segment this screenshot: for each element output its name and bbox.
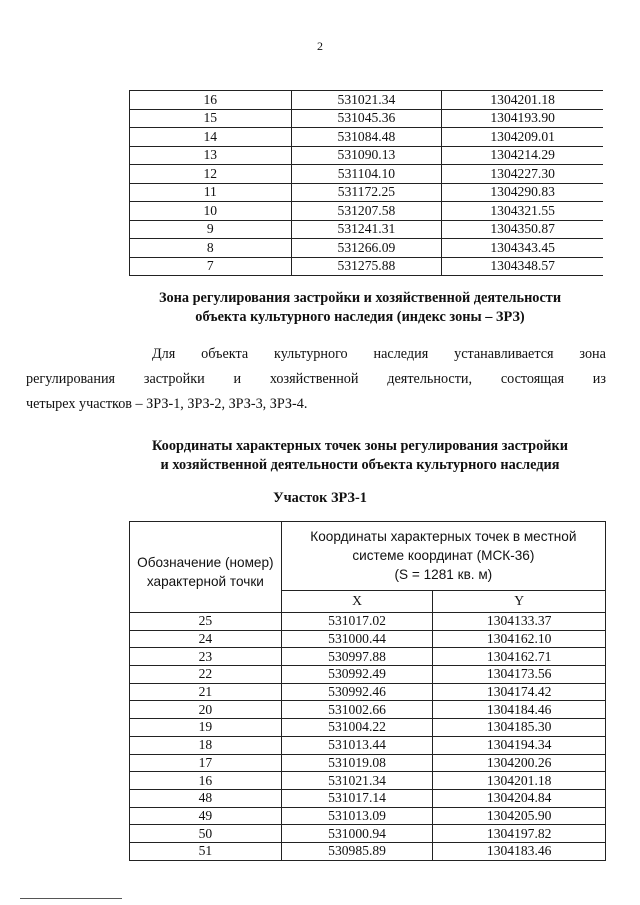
x-coordinate-cell: 531021.34	[291, 91, 442, 110]
y-coordinate-cell: 1304174.42	[433, 683, 606, 701]
paragraph-word: зона	[579, 346, 606, 362]
y-coordinate-cell: 1304321.55	[442, 202, 603, 221]
point-label-header	[130, 522, 282, 613]
point-number-cell: 22	[130, 666, 282, 684]
coordinates-header	[281, 522, 605, 591]
table-row	[130, 772, 606, 790]
header-line: характерной точки	[146, 574, 264, 589]
table-row	[130, 91, 604, 110]
x-coordinate-cell: 531017.14	[281, 789, 433, 807]
x-coordinate-cell: 531004.22	[281, 719, 433, 737]
y-coordinate-cell: 1304209.01	[442, 128, 603, 147]
point-number-cell: 24	[130, 630, 282, 648]
table-row	[130, 165, 604, 184]
paragraph-word: устанавливается	[454, 346, 554, 362]
table-row	[130, 719, 606, 737]
plot-heading: Участок ЗРЗ-1	[273, 490, 367, 506]
table-row	[130, 257, 604, 276]
table-row	[130, 109, 604, 128]
y-coordinate-cell: 1304193.90	[442, 109, 603, 128]
y-coordinate-cell: 1304183.46	[433, 842, 606, 860]
table-row	[130, 630, 606, 648]
paragraph-word: Для	[152, 346, 176, 362]
point-number-cell: 21	[130, 683, 282, 701]
zone-heading	[60, 289, 640, 327]
x-coordinate-cell: 531172.25	[291, 183, 442, 202]
point-number-cell: 14	[130, 128, 292, 147]
header-line: Координаты характерных точек в местной	[310, 529, 577, 545]
y-coordinate-cell: 1304205.90	[433, 807, 606, 825]
x-coordinate-cell: 531000.94	[281, 825, 433, 843]
point-number-cell: 48	[130, 789, 282, 807]
y-coordinate-cell: 1304204.84	[433, 789, 606, 807]
x-coordinate-cell: 531045.36	[291, 109, 442, 128]
table-row	[130, 807, 606, 825]
y-coordinate-cell: 1304162.71	[433, 648, 606, 666]
x-coordinate-cell: 530992.49	[281, 666, 433, 684]
point-number-cell: 9	[130, 220, 292, 239]
y-coordinate-cell: 1304162.10	[433, 630, 606, 648]
point-number-cell: 12	[130, 165, 292, 184]
table-row	[130, 825, 606, 843]
coordinates-heading-line: Координаты характерных точек зоны регулирования застройки	[152, 438, 568, 454]
point-number-cell: 17	[130, 754, 282, 772]
paragraph-word: наследия	[373, 346, 429, 362]
y-coordinate-cell: 1304350.87	[442, 220, 603, 239]
x-coordinate-cell: 531000.44	[281, 630, 433, 648]
y-coordinate-cell: 1304227.30	[442, 165, 603, 184]
header-line: Обозначение (номер)	[137, 555, 274, 570]
table-row	[130, 146, 604, 165]
y-column-header: Y	[433, 590, 606, 612]
point-number-cell: 19	[130, 719, 282, 737]
table-row	[130, 648, 606, 666]
paragraph-line	[26, 367, 606, 392]
table-row	[130, 789, 606, 807]
table-row	[130, 701, 606, 719]
point-number-cell: 15	[130, 109, 292, 128]
y-coordinate-cell: 1304348.57	[442, 257, 603, 276]
x-coordinate-cell: 531241.31	[291, 220, 442, 239]
point-number-cell: 10	[130, 202, 292, 221]
y-coordinate-cell: 1304214.29	[442, 146, 603, 165]
point-number-cell: 16	[130, 772, 282, 790]
y-coordinate-cell: 1304197.82	[433, 825, 606, 843]
paragraph-line	[130, 342, 606, 367]
zone-heading-line: объекта культурного наследия (индекс зоны – ЗРЗ)	[195, 309, 525, 325]
header-line: системе координат (МСК-36)	[352, 548, 535, 564]
point-number-cell: 18	[130, 736, 282, 754]
point-number-cell: 16	[130, 91, 292, 110]
y-coordinate-cell: 1304290.83	[442, 183, 603, 202]
paragraph-word: культурного	[274, 346, 348, 362]
x-coordinate-cell: 531002.66	[281, 701, 433, 719]
x-coordinate-cell: 531207.58	[291, 202, 442, 221]
x-coordinate-cell: 531013.44	[281, 736, 433, 754]
paragraph-line: четырех участков – ЗРЗ-1, ЗРЗ-2, ЗРЗ-3, ЗРЗ-4.	[26, 396, 308, 412]
point-number-cell: 49	[130, 807, 282, 825]
table-row	[130, 842, 606, 860]
table-row	[130, 683, 606, 701]
table-row	[130, 202, 604, 221]
x-coordinate-cell: 530992.46	[281, 683, 433, 701]
paragraph-word: застройки	[143, 371, 205, 387]
point-number-cell: 7	[130, 257, 292, 276]
paragraph-word: регулирования	[26, 371, 116, 387]
x-coordinate-cell: 531013.09	[281, 807, 433, 825]
x-coordinate-cell: 531275.88	[291, 257, 442, 276]
table-row	[130, 666, 606, 684]
x-coordinate-cell: 531019.08	[281, 754, 433, 772]
x-coordinate-cell: 531266.09	[291, 239, 442, 258]
table-row	[130, 239, 604, 258]
y-coordinate-cell: 1304194.34	[433, 736, 606, 754]
point-number-cell: 51	[130, 842, 282, 860]
y-coordinate-cell: 1304185.30	[433, 719, 606, 737]
paragraph-word: хозяйственной	[269, 371, 359, 387]
y-coordinate-cell: 1304133.37	[433, 613, 606, 631]
x-column-header: X	[281, 590, 433, 612]
x-coordinate-cell: 531084.48	[291, 128, 442, 147]
footnote-divider	[20, 898, 122, 899]
y-coordinate-cell: 1304200.26	[433, 754, 606, 772]
point-number-cell: 13	[130, 146, 292, 165]
page-number: 2	[317, 39, 323, 53]
coordinates-table-continued	[129, 90, 603, 276]
paragraph-word: состоящая	[500, 371, 564, 387]
paragraph-word: и	[233, 371, 242, 387]
paragraph-word: из	[592, 371, 606, 387]
y-coordinate-cell: 1304184.46	[433, 701, 606, 719]
x-coordinate-cell: 531021.34	[281, 772, 433, 790]
point-number-cell: 8	[130, 239, 292, 258]
paragraph-word: объекта	[201, 346, 249, 362]
x-coordinate-cell: 530985.89	[281, 842, 433, 860]
table-row	[130, 613, 606, 631]
y-coordinate-cell: 1304201.18	[433, 772, 606, 790]
y-coordinate-cell: 1304173.56	[433, 666, 606, 684]
table-row	[130, 736, 606, 754]
x-coordinate-cell: 531090.13	[291, 146, 442, 165]
coordinates-heading-line: и хозяйственной деятельности объекта культурного наследия	[160, 457, 560, 473]
y-coordinate-cell: 1304201.18	[442, 91, 603, 110]
x-coordinate-cell: 530997.88	[281, 648, 433, 666]
point-number-cell: 50	[130, 825, 282, 843]
table-row	[130, 220, 604, 239]
x-coordinate-cell: 531104.10	[291, 165, 442, 184]
y-coordinate-cell: 1304343.45	[442, 239, 603, 258]
x-coordinate-cell: 531017.02	[281, 613, 433, 631]
paragraph-word: деятельности,	[387, 371, 473, 387]
point-number-cell: 11	[130, 183, 292, 202]
table-row	[130, 183, 604, 202]
point-number-cell: 23	[130, 648, 282, 666]
coordinates-heading	[60, 437, 640, 475]
plot-zrz1-coordinates-table	[129, 521, 606, 861]
header-line: (S = 1281 кв. м)	[394, 567, 493, 583]
zone-heading-line: Зона регулирования застройки и хозяйственной деятельности	[158, 290, 562, 306]
point-number-cell: 20	[130, 701, 282, 719]
table-row	[130, 128, 604, 147]
table-row	[130, 754, 606, 772]
point-number-cell: 25	[130, 613, 282, 631]
